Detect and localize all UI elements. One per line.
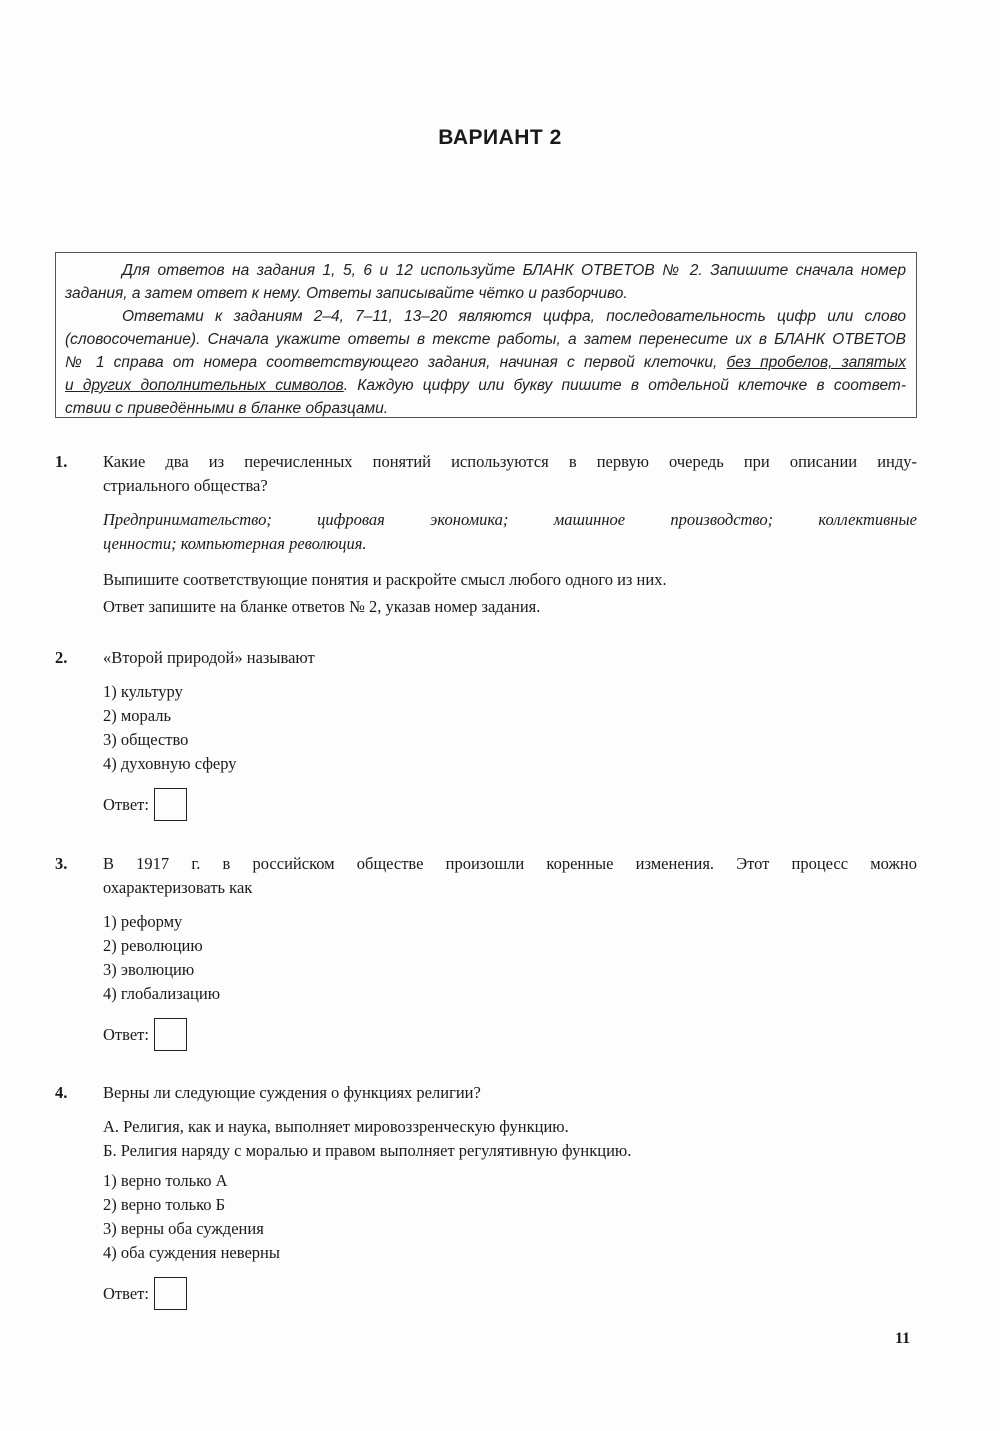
answer-option: 4) духовную сферу — [103, 754, 237, 773]
answer-option: 3) эволюцию — [103, 960, 195, 979]
answer-option: 3) общество — [103, 730, 189, 749]
instruction-line: задания, а затем ответ к нему. Ответы записывайте чётко и разборчиво. — [65, 285, 628, 302]
answer-label: Ответ: — [103, 794, 149, 814]
question-text: охарактеризовать как — [103, 878, 253, 897]
question-text: «Второй природой» называют — [103, 648, 315, 667]
instruction-line — [65, 374, 906, 397]
answer-option: 2) мораль — [103, 706, 172, 725]
answer-box[interactable] — [154, 788, 187, 821]
instructions-box — [55, 252, 917, 418]
task-text: Ответ запишите на бланке ответов № 2, указав номер задания. — [103, 597, 541, 616]
variant-title: ВАРИАНТ 2 — [438, 126, 562, 149]
question-text: стриального общества? — [103, 476, 268, 495]
task-text: Выпишите соответствующие понятия и раскройте смысл любого одного из них. — [103, 570, 667, 589]
answer-option: 2) революцию — [103, 936, 203, 955]
answer-option: 3) верны оба суждения — [103, 1219, 264, 1238]
underlined-text: без пробелов, запятых — [726, 354, 906, 371]
statement: А. Религия, как и наука, выполняет мировоззренческую функцию. — [103, 1117, 569, 1136]
instruction-line — [65, 351, 906, 374]
underlined-text: и других дополнительных символов — [65, 377, 344, 394]
concepts-list: Предпринимательство; цифровая экономика; машинное производство; коллективные — [103, 510, 917, 529]
answer-option: 2) верно только Б — [103, 1195, 226, 1214]
instruction-line: Ответами к заданиям 2–4, 7–11, 13–20 являются цифра, последовательность цифр или слово — [122, 308, 906, 325]
question-number: 4. — [55, 1083, 68, 1102]
answer-option: 1) реформу — [103, 912, 183, 931]
question-number: 2. — [55, 648, 68, 667]
question-4 — [55, 1081, 917, 1310]
instruction-text: . Каждую цифру или букву пишите в отдельной клеточке в соответ- — [343, 377, 906, 394]
answer-option: 1) культуру — [103, 682, 183, 701]
page-number: 11 — [895, 1330, 911, 1347]
answer-label: Ответ: — [103, 1283, 149, 1303]
instruction-line: ствии с приведёнными в бланке образцами. — [65, 400, 389, 417]
instruction-line: (словосочетание). Сначала укажите ответы в тексте работы, а затем перенесите их в БЛАНК ОТВЕТОВ — [65, 331, 906, 348]
question-text: Верны ли следующие суждения о функциях религии? — [103, 1083, 481, 1102]
concepts-list: ценности; компьютерная революция. — [103, 534, 367, 553]
question-number: 3. — [55, 854, 68, 873]
answer-option: 1) верно только А — [103, 1171, 228, 1190]
answer-option: 4) оба суждения неверны — [103, 1243, 280, 1262]
answer-box[interactable] — [154, 1018, 187, 1051]
answer-label: Ответ: — [103, 1024, 149, 1044]
instruction-text: № 1 справа от номера соответствующего задания, начиная с первой клеточки, — [65, 354, 727, 371]
question-number: 1. — [55, 452, 68, 471]
statement: Б. Религия наряду с моралью и правом выполняет регулятивную функцию. — [103, 1141, 632, 1160]
question-3 — [55, 852, 917, 1051]
instruction-line: Для ответов на задания 1, 5, 6 и 12 используйте БЛАНК ОТВЕТОВ № 2. Запишите сначала номер — [122, 262, 906, 279]
question-text: Какие два из перечисленных понятий используются в первую очередь при описании инду- — [103, 452, 917, 471]
question-text: В 1917 г. в российском обществе произошли коренные изменения. Этот процесс можно — [103, 854, 917, 873]
answer-option: 4) глобализацию — [103, 984, 221, 1003]
question-1 — [55, 450, 917, 620]
answer-box[interactable] — [154, 1277, 187, 1310]
question-2 — [55, 646, 917, 821]
